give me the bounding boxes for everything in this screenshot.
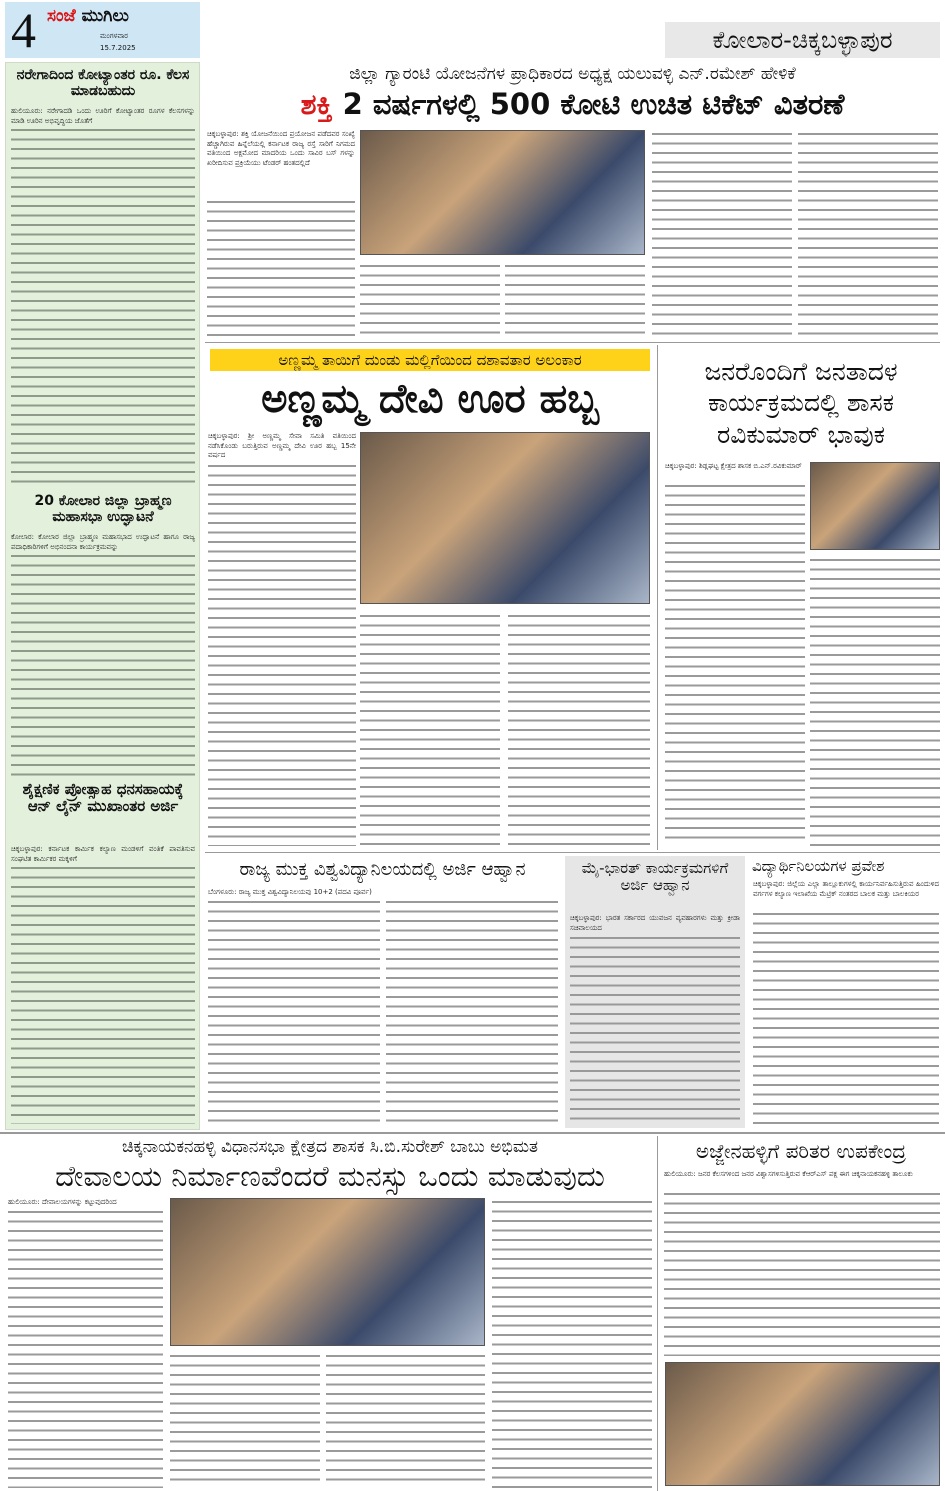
article-body — [753, 910, 939, 1128]
article-body — [665, 482, 805, 846]
temple-headline: ದೇವಾಲಯ ನಿರ್ಮಾಣವೆಂದರೆ ಮನಸ್ಸು ಒಂದು ಮಾಡುವುದು — [55, 1159, 605, 1193]
left-column — [5, 62, 200, 1130]
article-body — [652, 130, 792, 336]
mybharat-lead: ಚಿಕ್ಕಬಳ್ಳಾಪುರ: ಭಾರತ ಸರ್ಕಾರದ ಯುವಜನ ವ್ಯವಹಾರಗಳು ಮತ್ತು ಕ್ರೀಡಾ ಸಚಿವಾಲಯದ — [570, 914, 740, 932]
article-body — [492, 1198, 652, 1488]
issue-day: ಮಂಗಳವಾರ — [100, 32, 129, 40]
article-headline: 20 ಕೋಲಾರ ಜಿಲ್ಲಾ ಬ್ರಾಹ್ಮಣ ಮಹಾಸಭಾ ಉದ್ಘಾಟನೆ — [34, 493, 172, 526]
article-body — [208, 898, 380, 1126]
article-body — [170, 1352, 320, 1488]
article-body — [11, 552, 195, 777]
news-photo — [360, 432, 650, 604]
ksou-lead: ಬೆಂಗಳೂರು: ರಾಜ್ಯ ಮುಕ್ತ ವಿಶ್ವವಿದ್ಯಾನಿಲಯವು 10+2 (ಪದವಿ ಪೂರ್ವ) — [208, 888, 372, 896]
divider — [657, 345, 658, 850]
divider — [205, 852, 940, 853]
article-body — [208, 462, 356, 846]
article-body — [11, 126, 195, 486]
issue-date: 15.7.2025 — [100, 44, 136, 52]
article-body — [8, 1208, 163, 1488]
article-body — [664, 1190, 940, 1356]
article-body — [798, 130, 938, 336]
brand-logo: ಸಂಜೆ ಮುಗಿಲು — [47, 6, 129, 26]
annamma-lead: ಚಿಕ್ಕಬಳ್ಳಾಪುರ: ಶ್ರೀ ಅಣ್ಣಮ್ಮ ಸೇವಾ ಸಮಿತಿ ವತಿಯಿಂದ ನಡೆಸಿಕೊಂಡು ಬರುತ್ತಿರುವ ಅಣ್ಣಮ್ಮ ದೇವಿ ಊರ ಹಬ್ಬ 15ನೇ ವರ್ಷದ — [208, 432, 356, 459]
article-body — [570, 934, 740, 1122]
top-lead: ಚಿಕ್ಕಬಳ್ಳಾಪುರ: ಶಕ್ತಿ ಯೋಜನೆಯಿಂದ ಪ್ರಯೋಜನ ಪಡೆದವರ ಸಂಖ್ಯೆ ಹೆಚ್ಚಾಗಿರುವ ಹಿನ್ನೆಲೆಯಲ್ಲಿ ಕರ್ನಾಟಕ ರಾಜ್ಯ ರಸ್ತೆ ಸಾರಿಗೆ ನಿಗಮದ ವತಿಯಿಂದ ಅಕ್ಷಮೋದ ಮಾದರಿಯ ಒಂದು ಸಾವಿರ ಬಸ್ ಗಳನ್ನು ಖರೀದಿಸುವ ಪ್ರಕ್ರಿಯೆಯು ಟೆಂಡರ್ ಹಂತದಲ್ಲಿದೆ — [207, 130, 355, 167]
hostel-headline: ವಿದ್ಯಾರ್ಥಿನಿಲಯಗಳ ಪ್ರವೇಶ — [752, 857, 885, 875]
temple-kicker: ಚಿಕ್ಕನಾಯಕನಹಳ್ಳಿ ವಿಧಾನಸಭಾ ಕ್ಷೇತ್ರದ ಶಾಸಕ ಸಿ.ಬಿ.ಸುರೇಶ್ ಬಾಬು ಅಭಿಮತ — [121, 1137, 538, 1157]
news-photo — [360, 130, 645, 255]
hostel-lead: ಚಿಕ್ಕಬಳ್ಳಾಪುರ: ಜಿಲ್ಲೆಯ ಎಲ್ಲಾ ತಾಲ್ಲೂಕುಗಳಲ್ಲಿ ಕಾರ್ಯನಿರ್ವಹಿಸುತ್ತಿರುವ ಹಿಂದುಳಿದ ವರ್ಗಗಳ ಕಲ್ಯಾಣ ಇಲಾಖೆಯ ಮೆಟ್ರಿಕ್ ನಂತರದ ಬಾಲಕ ಮತ್ತು ಬಾಲಕಿಯರ — [753, 880, 939, 898]
top-kicker: ಜಿಲ್ಲಾ ಗ್ಯಾರಂಟಿ ಯೋಜನೆಗಳ ಪ್ರಾಧಿಕಾರದ ಅಧ್ಯಕ್ಷ ಯಲುವಳ್ಳಿ ಎನ್.ರಮೇಶ್ ಹೇಳಿಕೆ — [349, 64, 796, 84]
annamma-headline: ಅಣ್ಣಮ್ಮ ದೇವಿ ಊರ ಹಬ್ಬ — [261, 376, 599, 422]
article-lead: ಕೋಲಾರ: ಕೋಲಾರ ಜಿಲ್ಲಾ ಬ್ರಾಹ್ಮಣ ಮಹಾಸಭಾದ ಉದ್ಘಾಟನೆ ಹಾಗೂ ರಾಜ್ಯ ಪದಾಧಿಕಾರಿಗಳಿಗೆ ಅಭಿನಂದನಾ ಕಾರ್ಯಕ್ರಮವನ್ನು — [11, 533, 195, 551]
page-number: 4 — [11, 2, 36, 58]
article-body — [810, 556, 940, 846]
ajjenahalli-headline: ಅಜ್ಜೇನಹಳ್ಳಿಗೆ ಪರಿತರ ಉಪಕೇಂದ್ರ — [695, 1139, 907, 1163]
ajjenahalli-lead: ಹುಲಿಯೂರು: ಜನರ ಕೆಲಸಗಳಿಂದ ಜನರ ವಿಶ್ವಾಸಗಳಿಸುತ್ತಿರುವ ಕೆಆರ್‌ಎಸ್ ಪಕ್ಷ ಈಗ ಚಿಕ್ಕನಾಯಕನಹಳ್ಳಿ ತಾಲೂಕು — [664, 1170, 913, 1178]
jds-lead: ಚಿಕ್ಕಬಳ್ಳಾಪುರ: ಶಿಡ್ಲಘಟ್ಟ ಕ್ಷೇತ್ರದ ಶಾಸಕ ಬಿ.ಎನ್.ರವಿಕುಮಾರ್ — [665, 462, 802, 470]
jds-headline: ಜನರೊಂದಿಗೆ ಜನತಾದಳ ಕಾರ್ಯಕ್ರಮದಲ್ಲಿ ಶಾಸಕ ರವಿಕುಮಾರ್ ಭಾವುಕ — [704, 357, 898, 449]
divider — [205, 342, 940, 343]
article-body — [508, 612, 650, 846]
top-headline: ಶಕ್ತಿ 2 ವರ್ಷಗಳಲ್ಲಿ 500 ಕೋಟಿ ಉಚಿತ ಟಿಕೆಟ್ ವಿತರಣೆ — [300, 87, 845, 121]
article-body — [360, 612, 500, 846]
article-body — [386, 898, 558, 1126]
article-lead: ಚಿಕ್ಕಬಳ್ಳಾಪುರ: ಕರ್ನಾಟಕ ಕಾರ್ಮಿಕ ಕಲ್ಯಾಣ ಮಂಡಳಿಗೆ ವಂತಿಕೆ ಪಾವತಿಸುವ ಸಂಘಟಿತ ಕಾರ್ಮಿಕರ ಮಕ್ಕಳಿಗೆ — [11, 845, 195, 863]
annamma-kicker: ಅಣ್ಣಮ್ಮ ತಾಯಿಗೆ ದುಂಡು ಮಲ್ಲಿಗೆಯಿಂದ ದಶಾವತಾರ ಅಲಂಕಾರ — [210, 349, 650, 371]
article-headline: ನರೇಗಾದಿಂದ ಕೋಟ್ಯಾಂತರ ರೂ. ಕೆಲಸ ಮಾಡಬಹುದು — [16, 67, 190, 100]
news-photo — [665, 1362, 940, 1486]
article-body — [326, 1352, 485, 1488]
region-banner: ಕೋಲಾರ-ಚಿಕ್ಕಬಳ್ಳಾಪುರ — [665, 22, 940, 58]
article-body — [207, 198, 355, 336]
article-body — [11, 864, 195, 1124]
masthead — [5, 2, 200, 58]
article-body — [505, 262, 645, 336]
article-headline: ಶೈಕ್ಷಣಿಕ ಪ್ರೋತ್ಸಾಹ ಧನಸಹಾಯಕ್ಕೆ ಆನ್ ಲೈನ್ ಮುಖಾಂತರ ಅರ್ಜಿ — [22, 780, 184, 816]
temple-lead: ಹುಲಿಯೂರು: ದೇವಾಲಯಗಳನ್ನು ಕಟ್ಟುವುದರಿಂದ — [8, 1198, 117, 1206]
news-photo — [810, 462, 940, 550]
mybharat-headline: ಮೈ-ಭಾರತ್ ಕಾರ್ಯಕ್ರಮಗಳಿಗೆ ಅರ್ಜಿ ಆಹ್ವಾನ — [581, 859, 729, 895]
article-lead: ಹುಲಿಯೂರು: ನರೇಗಾದಡಿ ಒಂದು ಊರಿಗೆ ಕೋಟ್ಯಾಂತರ ರೂಗಳ ಕೆಲಸಗಳನ್ನು ಮಾಡಿ ಊರಿನ ಅಭಿವೃದ್ಧಿಯ ಜೊತೆಗೆ — [11, 107, 195, 125]
divider — [657, 1136, 658, 1491]
mybharat-box — [565, 856, 745, 1128]
ksou-headline: ರಾಜ್ಯ ಮುಕ್ತ ವಿಶ್ವವಿದ್ಯಾನಿಲಯದಲ್ಲಿ ಅರ್ಜಿ ಆಹ್ವಾನ — [239, 859, 526, 880]
divider — [0, 1132, 945, 1134]
news-photo — [170, 1198, 485, 1346]
article-body — [360, 262, 500, 336]
